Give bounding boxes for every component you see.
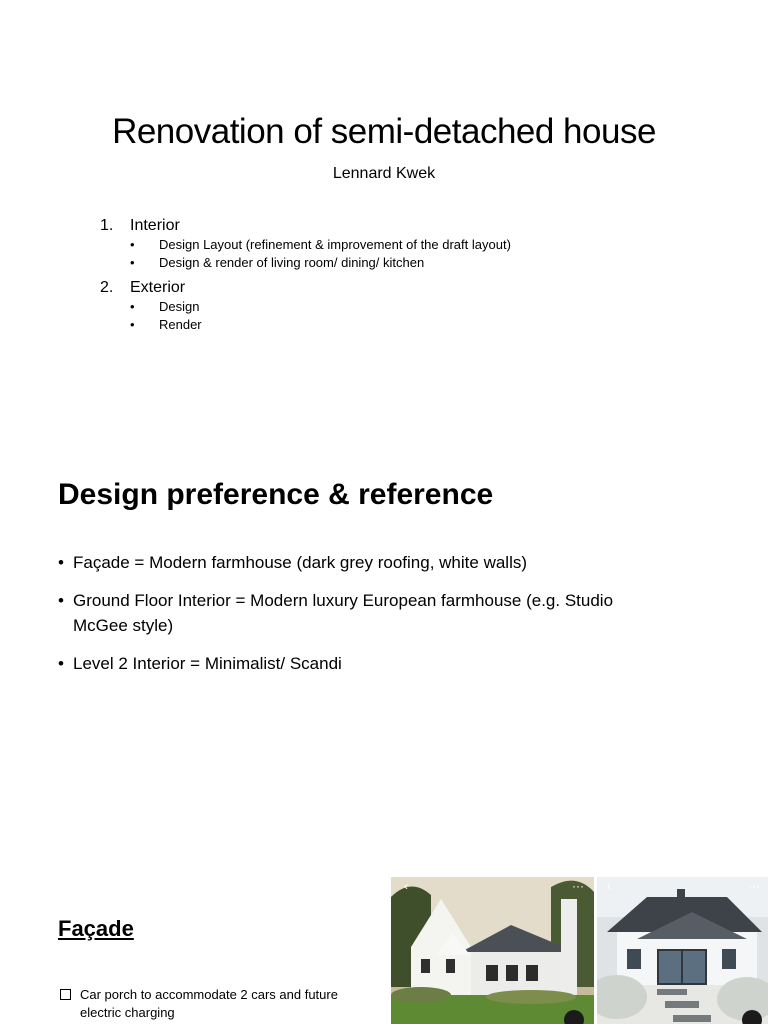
bullet-icon: •	[130, 317, 135, 332]
farmhouse-photo-image	[597, 877, 768, 1024]
bullet-icon: •	[58, 654, 64, 673]
facade-reference-photo-1	[391, 877, 594, 1024]
sub-item-label: Design & render of living room/ dining/ kitchen	[159, 255, 425, 270]
bullet-icon: •	[130, 299, 135, 314]
expand-icon[interactable]	[564, 1010, 584, 1024]
item-label: Exterior	[130, 279, 186, 296]
back-icon[interactable]: ‹	[607, 879, 611, 893]
preference-item	[58, 651, 618, 676]
sub-item-label: Design Layout (refinement & improvement of the draft layout)	[159, 237, 511, 252]
author-name: Lennard Kwek	[332, 165, 436, 182]
preference-list	[58, 550, 618, 689]
preference-text: Level 2 Interior = Minimalist/ Scandi	[73, 654, 342, 673]
sub-item-label: Render	[159, 317, 202, 332]
bullet-icon: •	[130, 255, 135, 270]
sub-item-label: Design	[159, 299, 200, 314]
slide-design-preference	[0, 430, 768, 850]
more-icon[interactable]: ···	[572, 879, 584, 893]
bullet-icon: •	[58, 553, 64, 572]
checklist-item	[58, 986, 358, 1022]
slide-heading: Design preference & reference	[58, 478, 494, 511]
facade-reference-photo-2	[597, 877, 768, 1024]
preference-item	[58, 588, 618, 638]
bullet-icon: •	[58, 591, 64, 610]
item-label: Interior	[130, 217, 180, 234]
slide-title	[0, 0, 768, 430]
checklist-text: Car porch to accommodate 2 cars and future electric charging	[80, 987, 338, 1020]
slide-heading: Façade	[58, 916, 134, 941]
item-number: 2.	[100, 279, 114, 296]
preference-item	[58, 550, 618, 575]
bullet-icon: •	[130, 237, 135, 252]
checkbox-icon	[60, 989, 71, 1000]
slide-facade	[0, 850, 768, 1024]
more-icon[interactable]: ···	[748, 879, 760, 893]
slide-title-heading: Renovation of semi-detached house	[112, 112, 656, 151]
preference-text: Ground Floor Interior = Modern luxury European farmhouse (e.g. Studio McGee style)	[73, 591, 614, 635]
preference-text: Façade = Modern farmhouse (dark grey roofing, white walls)	[73, 553, 528, 572]
item-number: 1.	[100, 217, 114, 234]
back-icon[interactable]: ‹	[404, 879, 408, 893]
farmhouse-photo-image	[391, 877, 594, 1024]
expand-icon[interactable]	[742, 1010, 762, 1024]
